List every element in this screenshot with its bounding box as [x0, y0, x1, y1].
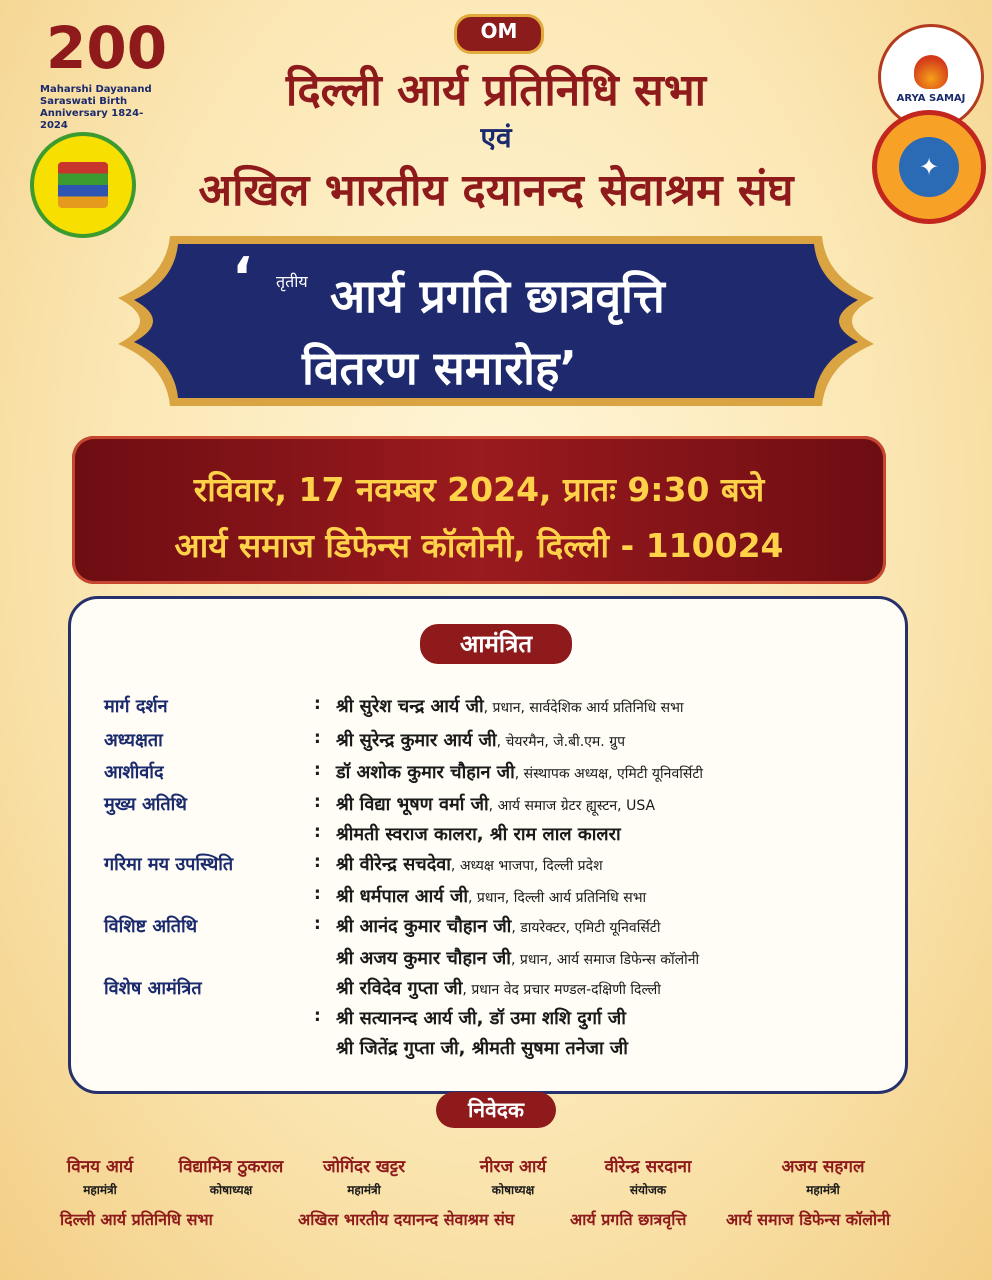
invited-row-name: श्री आनंद कुमार चौहान जी [336, 916, 512, 937]
invited-row-value [336, 1006, 626, 1030]
invited-row-role: , संस्थापक अध्यक्ष, एमिटी यूनिवर्सिटी [514, 766, 703, 782]
invited-row-label: मार्ग दर्शन [104, 696, 168, 717]
invited-row-value [336, 884, 646, 908]
invited-row [104, 728, 884, 756]
invited-row-name: श्री जितेंद्र गुप्ता जी, श्रीमती सुषमा तनेजा जी [336, 1038, 628, 1059]
organizer-title-1: दिल्ली आर्य प्रतिनिधि सभा [285, 65, 707, 116]
invited-row [104, 976, 884, 1004]
signatory-name: वीरेन्द्र सरदाना [604, 1157, 692, 1177]
signatory-role: कोषाध्यक्ष [209, 1183, 253, 1197]
invited-row-role: , प्रधान, सार्वदेशिक आर्य प्रतिनिधि सभा [483, 700, 684, 716]
invited-row-name: श्री सुरेश चन्द्र आर्य जी [336, 696, 484, 717]
invited-row-role: , चेयरमैन, जे.बी.एम. ग्रुप [496, 734, 626, 750]
invited-row-label: मुख्य अतिथि [104, 794, 187, 815]
invited-row [104, 694, 884, 722]
invited-row-name: डॉ अशोक कुमार चौहान जी [336, 762, 515, 783]
invited-row-name: श्रीमती स्वराज कालरा, श्री राम लाल कालरा [336, 824, 621, 845]
invited-row-colon: : [314, 884, 321, 904]
signatory [586, 1154, 710, 1198]
invited-row-name: श्री सुरेन्द्र कुमार आर्य जी [336, 730, 497, 751]
signatory-name: विनय आर्य [66, 1157, 134, 1177]
invited-row-role: , प्रधान वेद प्रचार मण्डल-दक्षिणी दिल्ली [462, 982, 661, 998]
bicentenary-caption: Maharshi Dayanand Saraswati Birth Anniversary 1824-2024 [40, 84, 152, 131]
signatory-role: कोषाध्यक्ष [491, 1183, 535, 1197]
invited-row-colon: : [314, 792, 321, 812]
invited-row-colon: : [314, 1006, 321, 1026]
invited-row-colon: : [314, 694, 321, 714]
org-name: आर्य समाज डिफेन्स कॉलोनी [726, 1210, 891, 1229]
signatory-name: विद्यामित्र ठुकराल [178, 1157, 284, 1177]
banner-title-line2: वितरण समारोह’ [302, 341, 577, 395]
invited-heading: आमंत्रित [420, 624, 572, 664]
invited-row-value [336, 852, 603, 876]
invited-row-value [336, 728, 625, 752]
invited-row-value [336, 760, 703, 784]
invited-row [104, 1036, 884, 1064]
invited-row [104, 884, 884, 912]
invited-row-name: श्री विद्या भूषण वर्मा जी [336, 794, 489, 815]
invited-row-name: श्री वीरेन्द्र सचदेवा [336, 854, 451, 875]
invited-row-role: , आर्य समाज ग्रेटर ह्यूस्टन, USA [488, 798, 656, 814]
invited-row-value [336, 976, 661, 1000]
invited-row-colon: : [314, 822, 321, 842]
invited-row-colon: : [314, 728, 321, 748]
invited-row-value [336, 914, 660, 938]
banner-title-line1: आर्य प्रगति छात्रवृत्ति [330, 269, 665, 323]
signatory [766, 1154, 880, 1198]
signatory [40, 1154, 160, 1198]
invited-row-value [336, 694, 684, 718]
invited-row [104, 852, 884, 880]
bicentenary-number: 200 [46, 14, 168, 82]
event-date-time: रविवार, 17 नवम्बर 2024, प्रातः 9:30 बजे [193, 470, 765, 509]
signatory-role: महामंत्री [83, 1183, 117, 1197]
org-name: आर्य प्रगति छात्रवृत्ति [570, 1210, 687, 1229]
invited-row-role: , प्रधान, दिल्ली आर्य प्रतिनिधि सभा [467, 890, 647, 906]
invited-row-colon: : [314, 914, 321, 934]
invited-row-colon: : [314, 852, 321, 872]
invited-row-name: श्री धर्मपाल आर्य जी [336, 886, 468, 907]
invited-row-label: विशेष आमंत्रित [104, 978, 202, 999]
signatory [302, 1154, 426, 1198]
banner-quote-mark: ‘ [232, 246, 253, 309]
invited-row-name: श्री सत्यानन्द आर्य जी, डॉ उमा शशि दुर्गा जी [336, 1008, 626, 1029]
invited-row-colon: : [314, 760, 321, 780]
organizer-title-2: अखिल भारतीय दयानन्द सेवाश्रम संघ [198, 165, 794, 216]
invited-row [104, 914, 884, 942]
signatory-role: संयोजक [629, 1183, 667, 1197]
signatory-name: नीरज आर्य [479, 1157, 547, 1177]
signatory-role: महामंत्री [806, 1183, 840, 1197]
conjunction-and: एवं [480, 121, 512, 154]
invited-row-name: श्री अजय कुमार चौहान जी [336, 948, 511, 969]
invited-row-value [336, 792, 655, 816]
org-name: अखिल भारतीय दयानन्द सेवाश्रम संघ [298, 1210, 515, 1229]
invited-row-role: , डायरेक्टर, एमिटी यूनिवर्सिटी [511, 920, 661, 936]
om-badge: OM [454, 14, 544, 54]
invited-row-value [336, 1036, 628, 1060]
arya-samaj-logo-text: ARYA SAMAJ [896, 92, 966, 104]
invited-row-role: , प्रधान, आर्य समाज डिफेन्स कॉलोनी [510, 952, 700, 968]
invited-row-value [336, 822, 621, 846]
banner-prefix: तृतीय [276, 272, 308, 291]
invited-row-label: गरिमा मय उपस्थिति [104, 854, 234, 875]
invited-row-role: , अध्यक्ष भाजपा, दिल्ली प्रदेश [450, 858, 603, 874]
invited-row [104, 822, 884, 850]
org-name: दिल्ली आर्य प्रतिनिधि सभा [60, 1210, 213, 1229]
signatory [458, 1154, 568, 1198]
signatory-name: जोगिंदर खट्टर [322, 1157, 406, 1177]
invited-row-value [336, 946, 699, 970]
invited-row-label: विशिष्ट अतिथि [104, 916, 198, 937]
signatory [168, 1154, 294, 1198]
signatory-role: महामंत्री [347, 1183, 381, 1197]
event-venue: आर्य समाज डिफेन्स कॉलोनी, दिल्ली - 110024 [174, 526, 784, 565]
invited-row-label: आशीर्वाद [104, 762, 164, 783]
invited-row-name: श्री रविदेव गुप्ता जी [336, 978, 463, 999]
globe-icon: ✦ [899, 137, 959, 197]
invited-row [104, 1006, 884, 1034]
signatory-name: अजय सहगल [781, 1157, 865, 1177]
nivedak-heading: निवेदक [436, 1092, 556, 1128]
invited-row [104, 792, 884, 820]
invited-row-label: अध्यक्षता [104, 730, 163, 751]
invited-row [104, 946, 884, 974]
invited-row [104, 760, 884, 788]
